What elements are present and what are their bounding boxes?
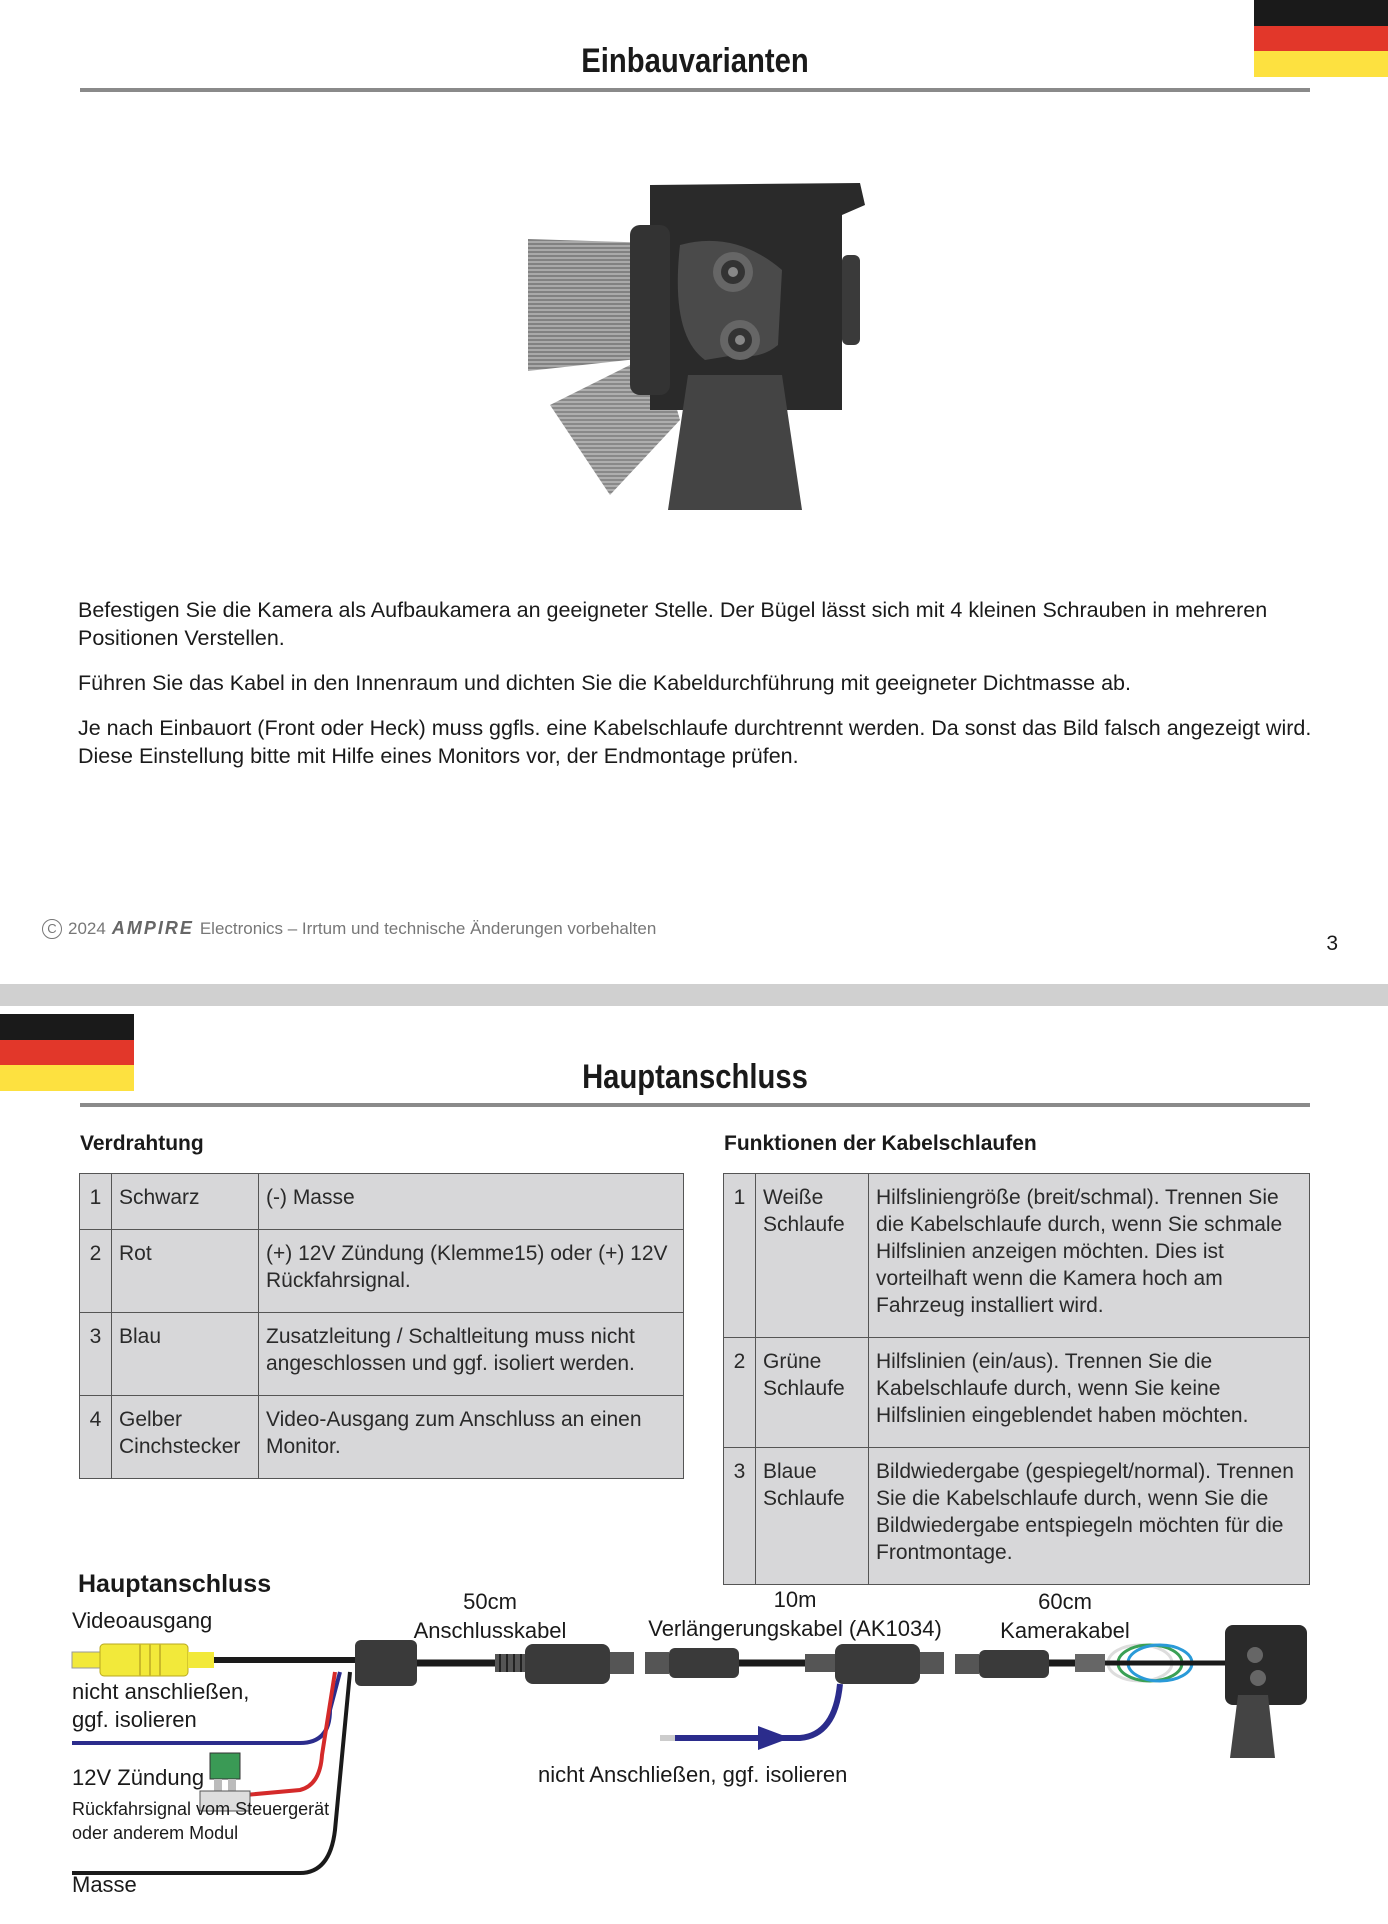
label-not-connect: nicht anschließen, ggf. isolieren bbox=[72, 1679, 250, 1732]
table-row bbox=[80, 1313, 684, 1396]
label-ignition: 12V Zündung bbox=[72, 1765, 205, 1790]
row-number: 4 bbox=[80, 1396, 112, 1479]
title-rule bbox=[80, 88, 1310, 92]
wiring-heading: Verdrahtung bbox=[80, 1132, 204, 1155]
row-number: 1 bbox=[80, 1174, 112, 1230]
loop-color: Grüne Schlaufe bbox=[756, 1338, 869, 1448]
table-row bbox=[80, 1174, 684, 1230]
table-row bbox=[724, 1174, 1310, 1338]
loops-table bbox=[723, 1173, 1310, 1585]
page-number: 3 bbox=[1326, 932, 1338, 955]
wire-description: Zusatzleitung / Schaltleitung muss nicht angeschlossen und ggf. isoliert werden. bbox=[259, 1313, 684, 1396]
rca-plug-icon bbox=[72, 1644, 214, 1676]
loop-color: Blaue Schlaufe bbox=[756, 1448, 869, 1585]
label-cable1-length: 50cm bbox=[463, 1589, 517, 1614]
label-video-out: Videoausgang bbox=[72, 1608, 213, 1633]
wire-description: Video-Ausgang zum Anschluss an einen Monitor. bbox=[259, 1396, 684, 1479]
paragraph-2: Führen Sie das Kabel in den Innenraum und dichten Sie die Kabeldurchführung mit geeigneter Dichtmasse ab. bbox=[78, 671, 1131, 695]
loop-description: Hilfslinien (ein/aus). Trennen Sie die Kabelschlaufe durch, wenn Sie keine Hilfslinien eingeblendet haben möchten. bbox=[869, 1338, 1310, 1448]
arrow-icon bbox=[758, 1726, 790, 1750]
wire-color: Blau bbox=[112, 1313, 259, 1396]
loop-description: Hilfsliniengröße (breit/schmal). Trennen Sie die Kabelschlaufe durch, wenn Sie schmale Hilfslinien anzeigen möchten. Dies ist vorteilhaft wenn die Kamera hoch am Fahrzeug installiert wird. bbox=[869, 1174, 1310, 1338]
brand-logo: AMPIRE bbox=[111, 918, 194, 938]
wire-description: (+) 12V Zündung (Klemme15) oder (+) 12V Rückfahrsignal. bbox=[259, 1230, 684, 1313]
paragraph-1: Befestigen Sie die Kamera als Aufbaukamera an geeigneter Stelle. Der Bügel lässt sich mit 4 kleinen Schrauben in mehreren Positionen Verstellen. bbox=[78, 598, 1268, 650]
table-row bbox=[724, 1338, 1310, 1448]
label-cable1-name: Anschlusskabel bbox=[413, 1618, 567, 1643]
label-ground: Masse bbox=[72, 1872, 137, 1897]
row-number: 3 bbox=[724, 1448, 756, 1585]
loop-description: Bildwiedergabe (gespiegelt/normal). Trennen Sie die Kabelschlaufe durch, wenn Sie die Bildwiedergabe entspiegeln möchten für die Frontmontage. bbox=[869, 1448, 1310, 1585]
footer bbox=[42, 918, 656, 939]
table-row bbox=[80, 1396, 684, 1479]
table-row bbox=[80, 1230, 684, 1313]
section-rule bbox=[80, 1103, 1310, 1107]
copyright-icon: C bbox=[42, 919, 62, 939]
diagram-title: Hauptanschluss bbox=[78, 1570, 272, 1598]
label-cable2-length: 10m bbox=[773, 1587, 817, 1612]
row-number: 2 bbox=[724, 1338, 756, 1448]
label-cable3-name: Kamerakabel bbox=[1000, 1618, 1130, 1643]
row-number: 3 bbox=[80, 1313, 112, 1396]
cable-grip-icon bbox=[495, 1654, 525, 1672]
loops-heading: Funktionen der Kabelschlaufen bbox=[724, 1132, 1037, 1155]
row-number: 2 bbox=[80, 1230, 112, 1313]
wire-color: Rot bbox=[112, 1230, 259, 1313]
page-title: Einbauvarianten bbox=[581, 42, 809, 80]
wire-description: (-) Masse bbox=[259, 1174, 684, 1230]
label-not-connect-2: nicht Anschließen, ggf. isolieren bbox=[538, 1762, 848, 1787]
row-number: 1 bbox=[724, 1174, 756, 1338]
footer-year: 2024 bbox=[68, 918, 106, 938]
paragraph-3: Je nach Einbauort (Front oder Heck) muss ggfls. eine Kabelschlaufe durchtrennt werden. Da sonst das Bild falsch angezeigt wird. Diese Einstellung bitte mit Hilfe eines Monitors vor, der Endmontage prüfen. bbox=[78, 716, 1312, 768]
page-separator bbox=[0, 984, 1388, 1006]
camera-icon bbox=[1225, 1625, 1307, 1758]
wiring-table bbox=[79, 1173, 684, 1479]
wire-color: Gelber Cinchstecker bbox=[112, 1396, 259, 1479]
section-title: Hauptanschluss bbox=[582, 1058, 808, 1096]
loop-color: Weiße Schlaufe bbox=[756, 1174, 869, 1338]
label-cable2-name: Verlängerungskabel (AK1034) bbox=[648, 1616, 942, 1641]
wire-color: Schwarz bbox=[112, 1174, 259, 1230]
label-cable3-length: 60cm bbox=[1038, 1589, 1092, 1614]
german-flag bbox=[0, 1014, 134, 1091]
camera-mount-illustration bbox=[520, 175, 870, 515]
footer-text: Electronics – Irrtum und technische Änderungen vorbehalten bbox=[199, 918, 657, 938]
label-reverse-signal: Rückfahrsignal vom Steuergerät oder anderem Modul bbox=[72, 1799, 330, 1843]
german-flag bbox=[1254, 0, 1388, 77]
